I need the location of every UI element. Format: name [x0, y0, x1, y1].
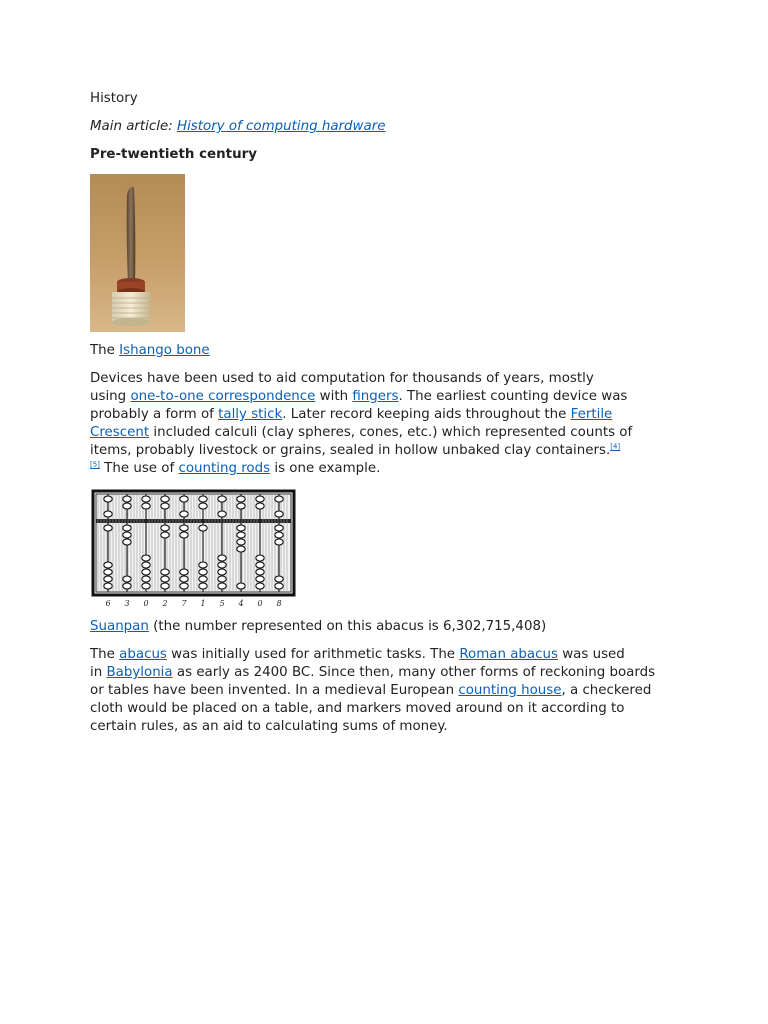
abacus-bead-lower [199, 525, 207, 531]
abacus-bead-lower [123, 532, 131, 538]
abacus-bead-lower [142, 569, 150, 575]
text-span: , a checkered [561, 683, 652, 698]
abacus-bead-lower [199, 576, 207, 582]
abacus-bead-lower [123, 525, 131, 531]
ishango-bone-figure [90, 174, 680, 332]
abacus-digit-label: 3 [124, 599, 130, 608]
abacus-bead-lower [256, 583, 264, 589]
abacus-bead-upper [161, 503, 169, 509]
abacus-bead-upper [142, 503, 150, 509]
abacus-bead-upper [123, 503, 131, 509]
abacus-bead-lower [199, 562, 207, 568]
abacus-bead-lower [199, 583, 207, 589]
abacus-bead-lower [256, 562, 264, 568]
reference-4-link[interactable]: [4] [610, 442, 621, 451]
babylonia-link[interactable]: Babylonia [106, 665, 173, 680]
paragraph-line [90, 646, 680, 664]
abacus-bead-upper [256, 503, 264, 509]
abacus-bead-lower [161, 525, 169, 531]
tally-stick-link[interactable]: tally stick [218, 407, 283, 422]
devices-paragraph [90, 370, 680, 478]
abacus-bead-upper [256, 496, 264, 502]
abacus-bead-lower [218, 576, 226, 582]
abacus-bead-lower [142, 555, 150, 561]
text-span: The [90, 647, 120, 662]
abacus-bead-lower [180, 532, 188, 538]
subsection-heading: Pre-twentieth century [90, 147, 257, 162]
paragraph-line: Devices have been used to aid computation for thousands of years, mostly [90, 371, 594, 386]
abacus-bead-lower [256, 576, 264, 582]
abacus-bead-lower [104, 569, 112, 575]
abacus-bead-lower [104, 562, 112, 568]
abacus-bead-lower [237, 583, 245, 589]
text-span: probably a form of [90, 407, 219, 422]
paragraph-line [90, 406, 680, 424]
abacus-bead-lower [142, 576, 150, 582]
paragraph-line [90, 424, 680, 442]
abacus-bead-upper [104, 511, 112, 517]
suanpan-figure [90, 488, 680, 608]
abacus-bead-lower [180, 576, 188, 582]
text-span: in [90, 665, 107, 680]
suanpan-abacus-image [90, 488, 297, 608]
abacus-bead-lower [123, 583, 131, 589]
abacus-bead-lower [104, 576, 112, 582]
abacus-bead-lower [123, 539, 131, 545]
abacus-bead-upper [104, 496, 112, 502]
abacus-bead-upper [142, 496, 150, 502]
paragraph-line [90, 664, 680, 682]
abacus-digit-label: 0 [257, 599, 263, 608]
text-span: is one example. [270, 461, 381, 476]
reference-5-link[interactable]: [5] [90, 460, 100, 469]
abacus-bead-lower [161, 576, 169, 582]
abacus-digit-label: 1 [200, 599, 206, 608]
abacus-bead-upper [237, 503, 245, 509]
abacus-bead-upper [237, 496, 245, 502]
paragraph-line: certain rules, as an aid to calculating sums of money. [90, 719, 448, 734]
abacus-bead-upper [161, 496, 169, 502]
paragraph-line [90, 682, 680, 700]
abacus-bead-upper [275, 496, 283, 502]
abacus-bead-lower [180, 583, 188, 589]
abacus-bead-lower [237, 532, 245, 538]
abacus-digit-label: 5 [219, 599, 225, 608]
abacus-bead-upper [199, 496, 207, 502]
text-span: included calculi (clay spheres, cones, etc.) which represented counts of [149, 425, 633, 440]
abacus-bead-lower [104, 525, 112, 531]
abacus-bead-lower [180, 569, 188, 575]
ishango-bone-link[interactable]: Ishango bone [119, 343, 210, 358]
abacus-digit-labels [105, 599, 281, 608]
abacus-bead-lower [123, 576, 131, 582]
paragraph-line [90, 388, 680, 406]
abacus-bead-lower [218, 562, 226, 568]
caption-prefix: The [90, 343, 120, 358]
abacus-bead-lower [199, 569, 207, 575]
roman-abacus-link[interactable]: Roman abacus [459, 647, 558, 662]
abacus-bead-lower [218, 569, 226, 575]
paragraph-line [90, 460, 680, 478]
abacus-bead-lower [237, 539, 245, 545]
abacus-bead-lower [275, 525, 283, 531]
abacus-bead-lower [275, 583, 283, 589]
abacus-bead-lower [256, 569, 264, 575]
abacus-bead-lower [218, 583, 226, 589]
suanpan-caption-text: (the number represented on this abacus is 6,302,715,408) [148, 619, 547, 634]
text-span: using [90, 389, 131, 404]
abacus-bead-lower [161, 569, 169, 575]
abacus-digit-label: 7 [181, 599, 187, 608]
ishango-bone-caption [90, 342, 680, 360]
paragraph-line [90, 442, 680, 460]
text-span: with [315, 389, 353, 404]
abacus-bead-lower [218, 555, 226, 561]
text-span: was initially used for arithmetic tasks. The [166, 647, 460, 662]
main-article-prefix: Main article: [90, 119, 177, 134]
text-span: items, probably livestock or grains, sealed in hollow unbaked clay containers. [90, 443, 611, 458]
suanpan-link[interactable]: Suanpan [90, 619, 149, 634]
abacus-digit-label: 8 [276, 599, 282, 608]
ishango-bone-image [90, 174, 185, 332]
paragraph-line: cloth would be placed on a table, and markers moved around on it according to [90, 701, 625, 716]
text-span: The use of [99, 461, 179, 476]
abacus-digit-label: 0 [143, 599, 149, 608]
abacus-bead-lower [142, 583, 150, 589]
abacus-bead-upper [123, 496, 131, 502]
abacus-bead-lower [237, 546, 245, 552]
abacus-bead-upper [218, 496, 226, 502]
article-body [90, 90, 680, 736]
abacus-digit-label: 2 [162, 599, 168, 608]
abacus-bead-lower [237, 525, 245, 531]
abacus-bead-lower [161, 532, 169, 538]
abacus-digit-label: 6 [105, 599, 111, 608]
text-span: was used [557, 647, 625, 662]
abacus-bead-lower [180, 525, 188, 531]
text-span: . Later record keeping aids throughout the [282, 407, 571, 422]
abacus-digit-label: 4 [238, 599, 244, 608]
section-title: History [90, 91, 138, 106]
abacus-bead-upper [199, 503, 207, 509]
counting-house-link[interactable]: counting house [458, 683, 562, 698]
text-span: . The earliest counting device was [398, 389, 628, 404]
abacus-bead-upper [275, 511, 283, 517]
text-span: as early as 2400 BC. Since then, many other forms of reckoning boards [172, 665, 656, 680]
text-span: or tables have been invented. In a medieval European [90, 683, 459, 698]
abacus-bead-lower [275, 532, 283, 538]
abacus-bead-upper [218, 511, 226, 517]
abacus-bead-lower [161, 583, 169, 589]
one-to-one-correspondence-link[interactable]: one-to-one correspondence [130, 389, 316, 404]
abacus-paragraph [90, 646, 680, 736]
main-article-link[interactable]: History of computing hardware [177, 119, 386, 134]
main-article-note [90, 118, 680, 136]
abacus-bead-lower [104, 583, 112, 589]
abacus-bead-lower [256, 555, 264, 561]
abacus-bead-upper [180, 511, 188, 517]
fertile-crescent-link[interactable]: Fertile [570, 407, 613, 422]
abacus-link[interactable]: abacus [119, 647, 167, 662]
abacus-bead-upper [180, 496, 188, 502]
abacus-bead-lower [142, 562, 150, 568]
fertile-crescent-link-cont[interactable]: Crescent [90, 425, 150, 440]
suanpan-caption [90, 618, 680, 636]
abacus-bead-lower [275, 576, 283, 582]
counting-rods-link[interactable]: counting rods [178, 461, 271, 476]
fingers-link[interactable]: fingers [352, 389, 399, 404]
abacus-bead-lower [275, 539, 283, 545]
